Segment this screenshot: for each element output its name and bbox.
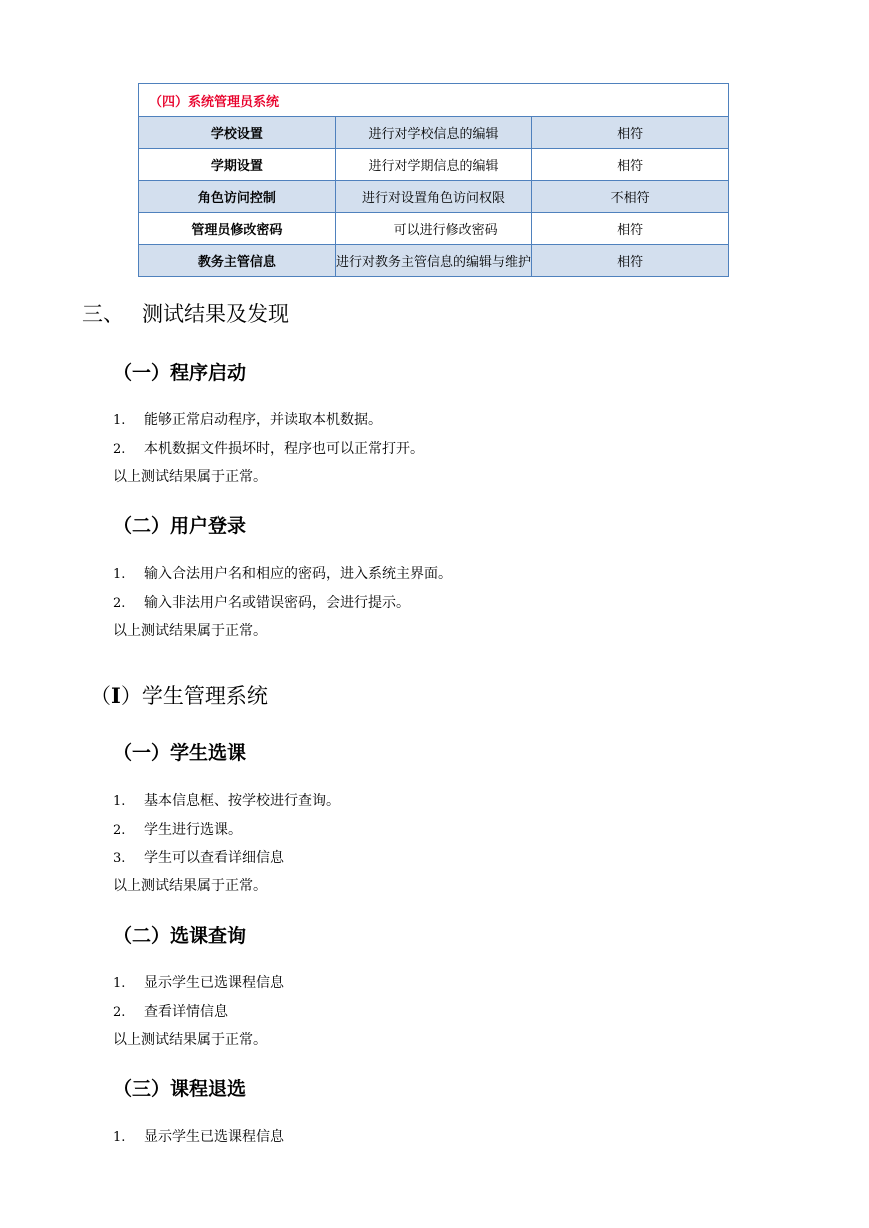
function-desc: 进行对学期信息的编辑	[335, 149, 532, 181]
list-text: 输入非法用户名或错误密码，会进行提示。	[144, 595, 410, 611]
list-text: 基本信息框、按学校进行查询。	[144, 793, 340, 809]
section-title: 测试结果及发现	[142, 302, 289, 326]
list-text: 查看详情信息	[144, 1004, 228, 1020]
table-row	[139, 245, 729, 277]
conclusion-text: 以上测试结果属于正常。	[113, 1032, 267, 1048]
subsection-heading: （三）课程退选	[113, 1078, 247, 1100]
list-text: 学生进行选课。	[144, 822, 242, 838]
function-result: 相符	[532, 117, 729, 149]
function-result: 不相符	[532, 181, 729, 213]
table-row	[139, 213, 729, 245]
subsection-heading: （一）学生选课	[113, 742, 247, 764]
list-item	[113, 847, 284, 867]
list-text: 学生可以查看详细信息	[144, 850, 284, 866]
function-name: 学校设置	[139, 117, 336, 149]
list-item	[113, 972, 284, 992]
part-heading	[90, 680, 268, 710]
conclusion-text: 以上测试结果属于正常。	[113, 469, 267, 485]
list-number: 1.	[113, 794, 126, 809]
function-desc: 可以进行修改密码	[393, 223, 498, 238]
function-result: 相符	[532, 149, 729, 181]
section-number: 三、	[82, 302, 124, 326]
conclusion-text: 以上测试结果属于正常。	[113, 878, 267, 894]
list-number: 1.	[113, 976, 126, 991]
part-heading-title: ）学生管理系统	[120, 684, 268, 708]
function-result: 相符	[532, 213, 729, 245]
list-text: 显示学生已选课程信息	[144, 975, 284, 991]
list-item	[113, 592, 410, 612]
section-heading	[82, 298, 289, 328]
function-name: 管理员修改密码	[139, 213, 336, 245]
conclusion-text: 以上测试结果属于正常。	[113, 623, 267, 639]
list-text: 能够正常启动程序，并读取本机数据。	[144, 412, 382, 428]
list-item	[113, 438, 424, 458]
list-item	[113, 1001, 228, 1021]
function-desc: 进行对教务主管信息的编辑与维护	[335, 245, 532, 277]
list-text: 显示学生已选课程信息	[144, 1129, 284, 1145]
table-title: （四）系统管理员系统	[139, 84, 729, 117]
table-row	[139, 117, 729, 149]
list-number: 1.	[113, 567, 126, 582]
function-name: 学期设置	[139, 149, 336, 181]
list-item	[113, 819, 242, 839]
list-number: 3.	[113, 851, 126, 866]
function-desc-cell	[335, 213, 532, 245]
list-item	[113, 409, 382, 429]
part-heading-open: （	[90, 684, 111, 708]
function-name: 角色访问控制	[139, 181, 336, 213]
function-desc: 进行对设置角色访问权限	[335, 181, 532, 213]
function-result: 相符	[532, 245, 729, 277]
list-item	[113, 1126, 284, 1146]
list-number: 2.	[113, 823, 126, 838]
list-number: 1.	[113, 1130, 126, 1145]
list-item	[113, 790, 340, 810]
list-text: 输入合法用户名和相应的密码，进入系统主界面。	[144, 566, 452, 582]
list-item	[113, 563, 452, 583]
subsection-heading: （一）程序启动	[113, 362, 247, 384]
list-number: 1.	[113, 413, 126, 428]
function-desc: 进行对学校信息的编辑	[335, 117, 532, 149]
list-text: 本机数据文件损坏时，程序也可以正常打开。	[144, 441, 424, 457]
list-number: 2.	[113, 596, 126, 611]
part-roman-numeral: I	[111, 683, 121, 708]
list-number: 2.	[113, 1005, 126, 1020]
list-number: 2.	[113, 442, 126, 457]
admin-system-table	[138, 83, 729, 277]
table-row	[139, 181, 729, 213]
function-name: 教务主管信息	[139, 245, 336, 277]
subsection-heading: （二）选课查询	[113, 925, 247, 947]
table-header-row	[139, 84, 729, 117]
table-row	[139, 149, 729, 181]
subsection-heading: （二）用户登录	[113, 515, 247, 537]
